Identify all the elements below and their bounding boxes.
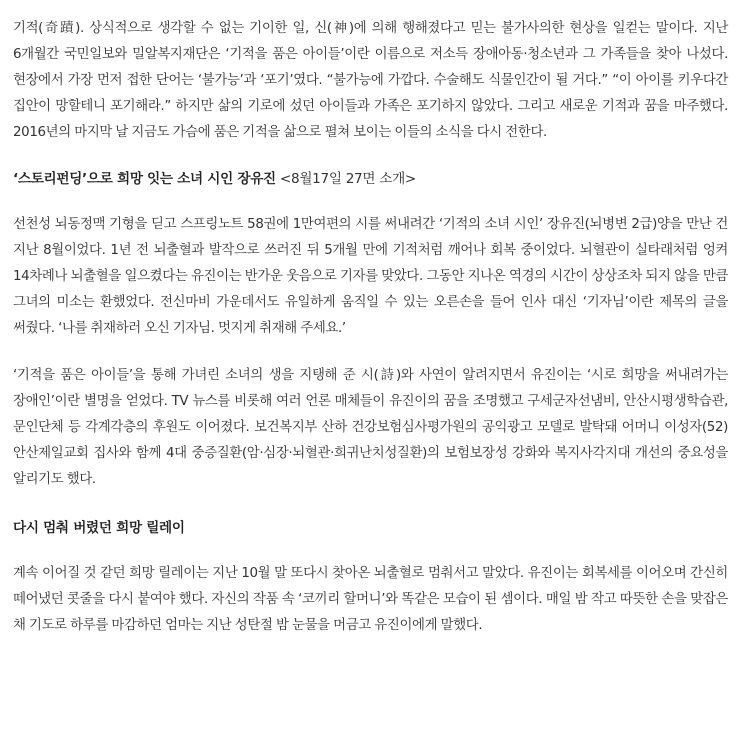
body-paragraph: 선천성 뇌동정맥 기형을 딛고 스프링노트 58권에 1만여편의 시를 써내려간 ‘기적의 소녀 시인’ 장유진(뇌병변 2급)양을 만난 건 지난 8월이었다. 1년 전 뇌출혈과 발작으로 쓰러진 뒤 5개월 만에 기적처럼 깨어나 회복 중이었다. 뇌혈관이 실타래처럼 엉켜 14차례나 뇌출혈을 일으켰다는 유진이는 반가운 웃음으로 기자를 맞았다. 그동안 지나온 역경의 시간이 상상조차 되지 않을 만큼 그녀의 미소는 환했었다. 전신마비 가운데서도 유일하게 움직일 수 있는 오른손을 들어 인사 대신 ‘기자님’이란 제목의 글을 써줬다. ‘나를 취재하러 오신 기자님. 멋지게 취재해 주세요.’ bbox=[13, 217, 728, 336]
body-paragraph: ‘기적을 품은 아이들’을 통해 가녀린 소녀의 생을 지탱해 준 시(詩)와 사연이 알려지면서 유진이는 ‘시로 희망을 써내려가는 장애인’이란 별명을 얻었다. TV 뉴스를 비롯해 여러 언론 매체들이 유진이의 꿈을 조명했고 구세군자선냄비, 안산시평생학습관, 문인단체 등 각계각층의 후원도 이어졌다. 보건복지부 산하 건강보험심사평가원의 공익광고 모델로 발탁돼 어머니 이성자(52) 안산제일교회 집사와 함께 4대 중증질환(암·심장·뇌혈관·희귀난치성질환)의 보험보장성 강화와 복지사각지대 개선의 중요성을 알리기도 했다. bbox=[13, 368, 728, 487]
body-paragraph: 계속 이어질 것 같던 희망 릴레이는 지난 10월 말 또다시 찾아온 뇌출혈로 멈춰서고 말았다. 유진이는 회복세를 이어오며 간신히 떼어냈던 콧줄을 다시 붙여야 했다. 자신의 작품 속 ‘코끼리 할머니’와 똑같은 모습이 된 셈이다. 매일 밤 작고 따뜻한 손을 맞잡은 채 기도로 하루를 마감하던 엄마는 지난 성탄절 밤 눈물을 머금고 유진이에게 말했다. bbox=[13, 566, 728, 633]
section-heading-relay: 다시 멈춰 버렸던 희망 릴레이 bbox=[13, 520, 185, 536]
section-heading-story-funding bbox=[13, 166, 728, 192]
intro-paragraph: 기적(奇蹟). 상식적으로 생각할 수 없는 기이한 일, 신(神)에 의해 행해졌다고 믿는 불가사의한 현상을 일컫는 말이다. 지난 6개월간 국민일보와 밀알복지재단은 ‘기적을 품은 아이들’이란 이름으로 저소득 장애아동·청소년과 그 가족들을 찾아 나섰다. 현장에서 가장 먼저 접한 단어는 ‘불가능’과 ‘포기’였다. “불가능에 가깝다. 수술해도 식물인간이 될 거다.” “이 아이를 키우다간 집안이 망할테니 포기해라.” 하지만 삶의 기로에 섰던 아이들과 가족은 포기하지 않았다. 그리고 새로운 기적과 꿈을 마주했다. 2016년의 마지막 날 지금도 가슴에 품은 기적을 삶으로 펼쳐 보이는 이들의 소식을 다시 전한다. bbox=[13, 21, 728, 140]
section-heading-text: ‘스토리펀딩’으로 희망 잇는 소녀 시인 장유진 bbox=[13, 171, 276, 187]
section-heading-note: <8월17일 27면 소개> bbox=[275, 171, 417, 187]
